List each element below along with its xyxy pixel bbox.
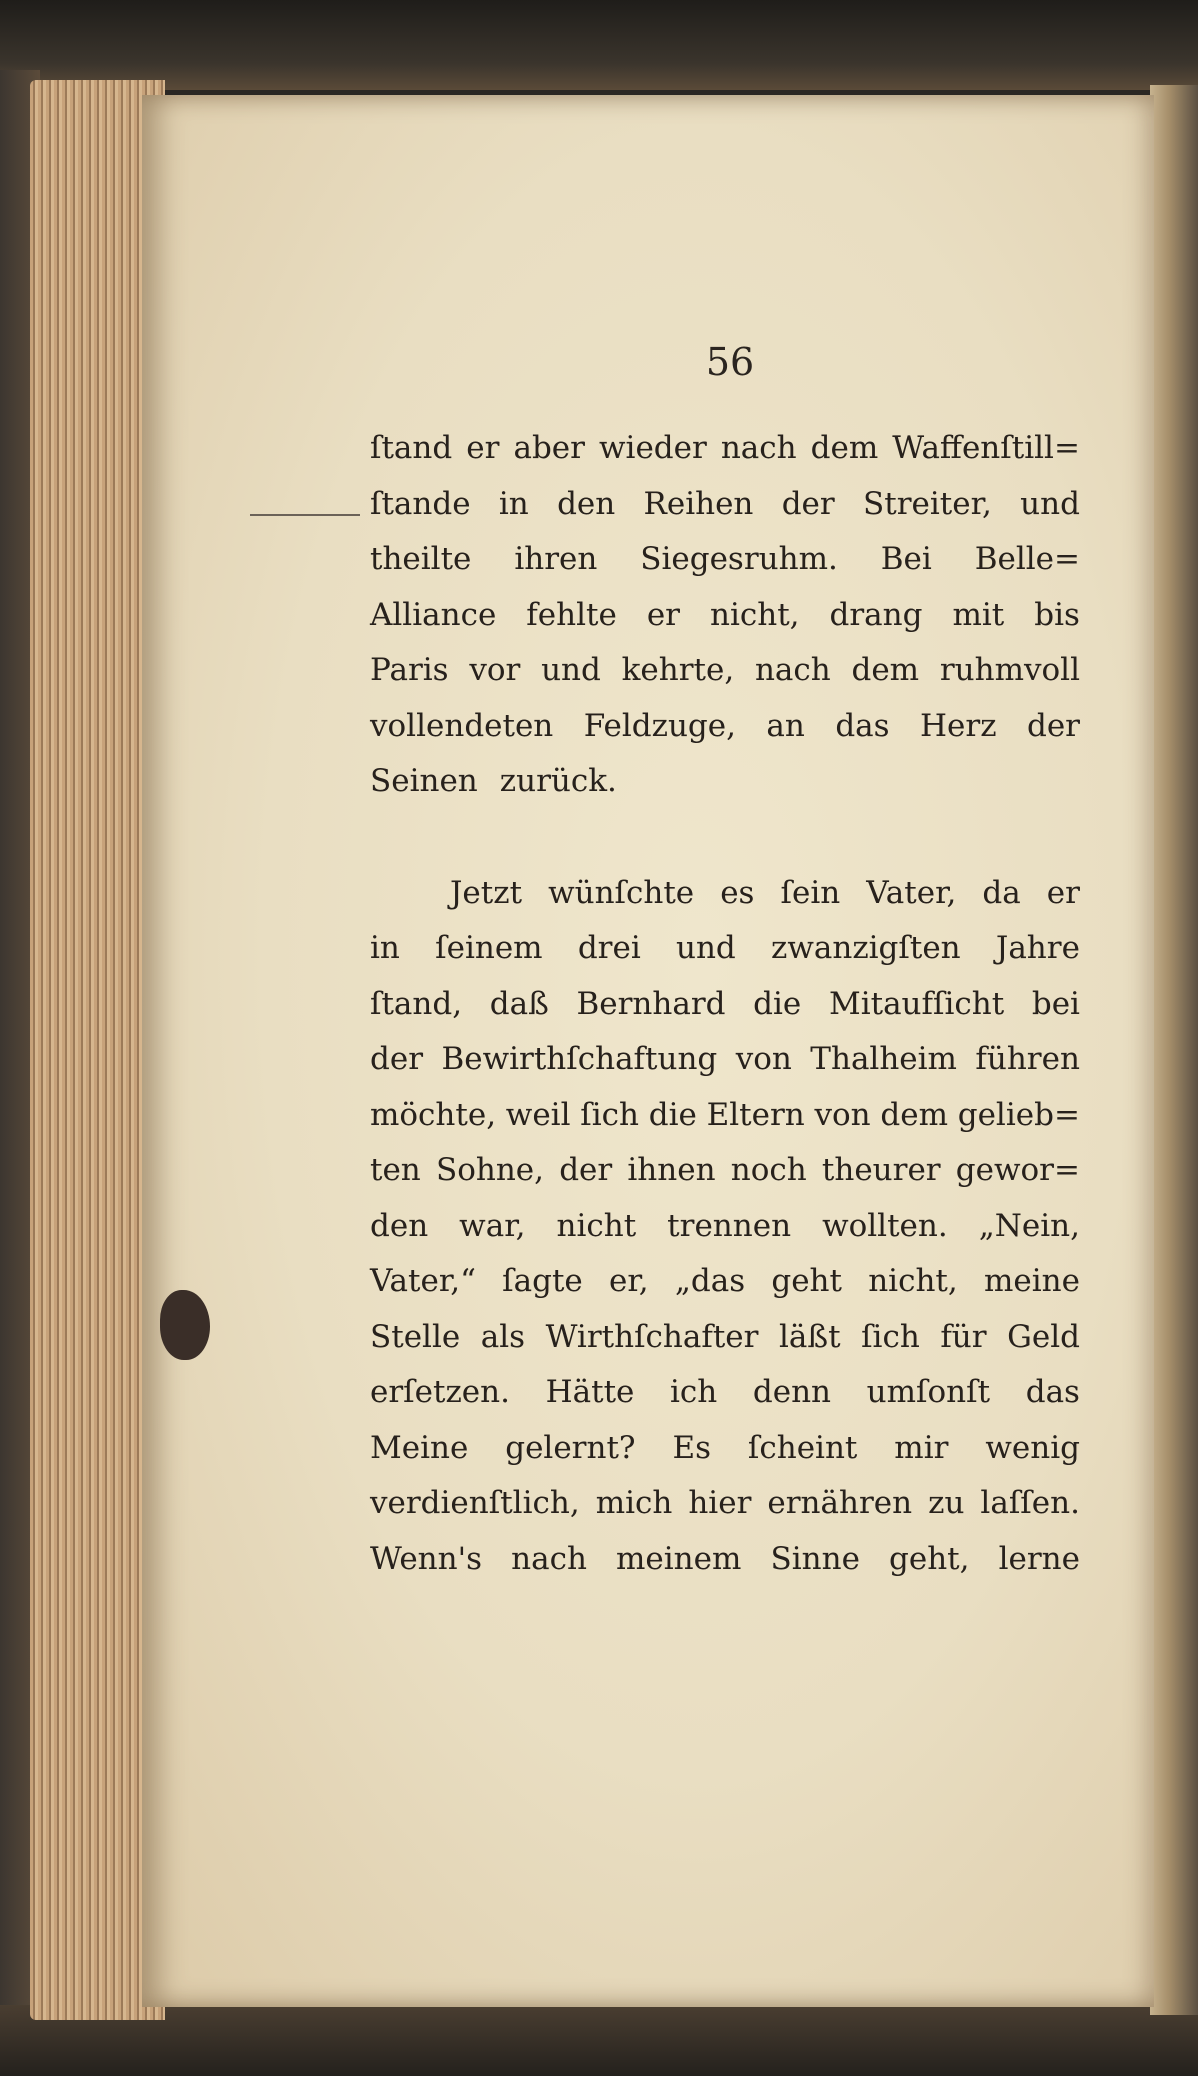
word: nach: [754, 652, 831, 688]
word: von: [735, 1041, 792, 1077]
word: Wirthſchafter: [545, 1318, 759, 1355]
word: er: [646, 596, 680, 633]
word: es: [720, 874, 755, 911]
word: zurück.: [499, 763, 617, 799]
word: meine: [983, 1263, 1080, 1299]
word: möchte,: [370, 1096, 497, 1133]
word: von: [814, 1096, 871, 1133]
word: Reihen: [643, 485, 754, 522]
book-gutter: [1150, 85, 1198, 2015]
word: Waffenſtill=: [892, 430, 1080, 466]
word: nach: [720, 430, 797, 466]
word: der: [559, 1152, 613, 1188]
word: weil: [505, 1096, 571, 1133]
word: ſtande: [370, 485, 471, 522]
word: ſein: [780, 874, 841, 911]
word: drang: [829, 596, 923, 633]
text-line: [370, 541, 1080, 597]
word: wollten.: [822, 1207, 948, 1244]
word: ten: [370, 1152, 421, 1188]
text-line: [370, 652, 1080, 708]
word: Streiter,: [863, 485, 992, 522]
text-line: [370, 1430, 1080, 1486]
word: aber: [513, 430, 585, 466]
word: wenig: [985, 1429, 1080, 1466]
text-line: [370, 986, 1080, 1042]
word: Vater,: [866, 874, 957, 911]
word: Siegesruhm.: [640, 541, 838, 577]
word: Feldzuge,: [583, 707, 736, 744]
word: nicht,: [709, 596, 800, 633]
word: das: [835, 707, 890, 744]
word: Sinne: [770, 1540, 860, 1577]
word: den: [557, 485, 616, 522]
word: ernähren: [767, 1485, 913, 1521]
text-line: [370, 1263, 1080, 1319]
text-line: [370, 1152, 1080, 1208]
word: Bernhard: [576, 985, 726, 1022]
text-line: [370, 430, 1080, 486]
word: meinem: [616, 1540, 742, 1577]
word: Geld: [1007, 1318, 1080, 1355]
word: ſcheint: [747, 1429, 858, 1466]
word: führen: [975, 1041, 1080, 1077]
word: vollendeten: [370, 707, 554, 744]
margin-pencil-mark: [250, 514, 360, 516]
word: er: [1046, 874, 1080, 911]
text-line: [370, 763, 1080, 819]
word: ihren: [514, 541, 598, 577]
word: mit: [952, 596, 1005, 633]
word: und: [1020, 485, 1080, 522]
word: läßt: [778, 1318, 841, 1355]
word: in: [498, 485, 529, 522]
text-line: [370, 1319, 1080, 1375]
word: kehrte,: [621, 652, 735, 688]
word: umſonſt: [866, 1374, 991, 1410]
word: „Nein,: [978, 1207, 1080, 1244]
word: theilte: [370, 541, 472, 577]
word: erſetzen.: [370, 1374, 510, 1410]
word: „das: [674, 1263, 746, 1299]
word: an: [766, 707, 805, 744]
text-line: [370, 930, 1080, 986]
word: Paris: [370, 652, 449, 688]
word: Stelle: [370, 1318, 461, 1355]
word: Thalheim: [810, 1041, 957, 1077]
word: der: [370, 1041, 424, 1077]
word: dem: [810, 430, 879, 466]
word: mich: [595, 1485, 673, 1521]
word: drei: [577, 930, 641, 966]
word: zwanzigſten: [771, 930, 961, 966]
text-line: [370, 1485, 1080, 1541]
word: denn: [752, 1374, 832, 1410]
word: dem: [880, 1096, 948, 1133]
word: ſtand: [370, 430, 453, 466]
word: nicht,: [868, 1263, 958, 1299]
text-line: [370, 1374, 1080, 1430]
word: Es: [672, 1429, 711, 1466]
page-number: 56: [705, 340, 755, 384]
text-line: [370, 1041, 1080, 1097]
word: und: [541, 652, 601, 688]
ink-stain: [160, 1290, 210, 1360]
word: fehlte: [526, 596, 617, 633]
word: geht: [771, 1263, 842, 1299]
word: da: [982, 874, 1021, 911]
text-line: [370, 708, 1080, 764]
word: in: [370, 930, 400, 966]
word: ich: [670, 1374, 718, 1410]
paragraph-gap: [370, 819, 1080, 875]
word: Wenn's: [370, 1540, 483, 1577]
book-cover-bottom: [0, 2005, 1198, 2076]
word: Belle=: [974, 541, 1080, 577]
word: das: [1025, 1374, 1080, 1410]
word: als: [480, 1318, 526, 1355]
word: der: [781, 485, 835, 522]
word: trennen: [667, 1207, 792, 1244]
word: ruhmvoll: [939, 652, 1080, 688]
word: Sohne,: [435, 1152, 544, 1188]
word: Eltern: [706, 1096, 805, 1133]
word: den: [370, 1207, 429, 1244]
text-line: [370, 1208, 1080, 1264]
word: und: [675, 930, 736, 966]
word: Hätte: [545, 1374, 635, 1410]
word: wünſchte: [548, 874, 695, 911]
page-text: [370, 430, 1080, 1596]
word: ſeinem: [435, 930, 543, 966]
word: wieder: [599, 430, 707, 466]
word: Alliance: [370, 596, 497, 633]
word: Herz: [920, 707, 997, 744]
word: dem: [851, 652, 920, 688]
word: noch: [730, 1152, 807, 1188]
word: laſſen.: [980, 1485, 1080, 1521]
word: vor: [469, 652, 521, 688]
text-line: [370, 1097, 1080, 1153]
word: ſich: [580, 1096, 639, 1133]
word: Meine: [370, 1429, 469, 1466]
word: verdienſtlich,: [370, 1485, 580, 1521]
word: ſtand,: [370, 985, 463, 1022]
word: gelernt?: [505, 1429, 636, 1466]
word: die: [753, 985, 802, 1022]
word: Seinen: [370, 763, 478, 799]
text-line: [370, 875, 1080, 931]
word: zu: [928, 1485, 965, 1521]
word: die: [648, 1096, 697, 1133]
word: bei: [1031, 985, 1080, 1022]
word: gelieb=: [957, 1096, 1080, 1133]
word: er: [466, 430, 500, 466]
text-line: [370, 1541, 1080, 1597]
word: Jetzt: [450, 874, 523, 911]
word: lerne: [998, 1540, 1080, 1577]
word: hier: [688, 1485, 752, 1521]
text-line: [370, 486, 1080, 542]
word: war,: [459, 1207, 526, 1244]
word: theurer: [821, 1152, 941, 1188]
word: Bewirthſchaftung: [441, 1041, 718, 1077]
word: Bei: [880, 541, 932, 577]
word: Jahre: [995, 930, 1080, 966]
word: mir: [894, 1429, 949, 1466]
word: nach: [511, 1540, 587, 1577]
book-cover-top: [0, 0, 1198, 90]
word: Mitaufſicht: [828, 985, 1005, 1022]
word: für: [940, 1318, 987, 1355]
word: ihnen: [627, 1152, 716, 1188]
word: ſagte: [502, 1263, 583, 1299]
text-line: [370, 597, 1080, 653]
word: nicht: [556, 1207, 637, 1244]
word: bis: [1034, 596, 1080, 633]
word: der: [1026, 707, 1080, 744]
word: ſich: [861, 1318, 920, 1355]
word: Vater,“: [370, 1263, 476, 1299]
word: gewor=: [955, 1152, 1080, 1188]
word: geht,: [889, 1540, 970, 1577]
word: daß: [489, 985, 549, 1022]
word: er,: [609, 1263, 649, 1299]
